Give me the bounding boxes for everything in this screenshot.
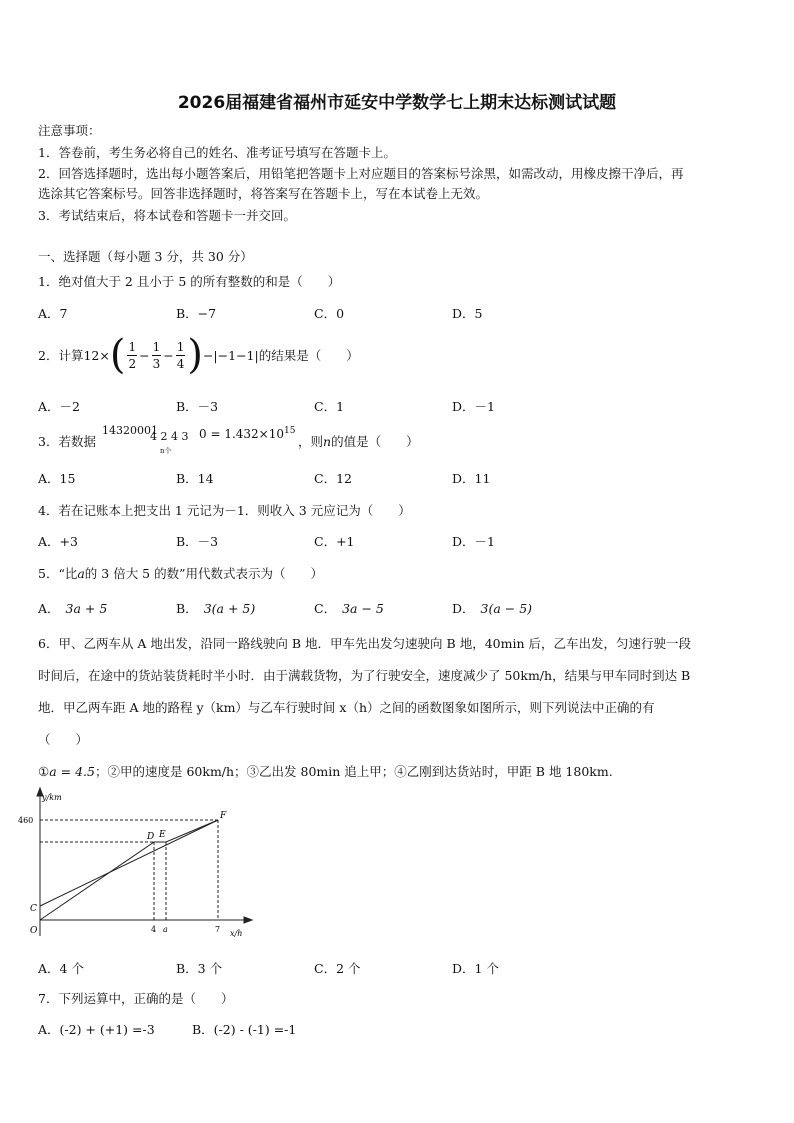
point-e: E (159, 830, 166, 840)
distance-time-graph (18, 786, 264, 946)
notice-heading: 注意事项： (38, 123, 101, 138)
q3-option-c: C．12 (314, 471, 352, 486)
question-7-stem: 7．下列运算中，正确的是（ ） (38, 991, 234, 1006)
q5-option-d: D． 3(a − 5) (452, 601, 533, 616)
q6-option-d: D．1 个 (452, 961, 499, 976)
x-axis-arrow (244, 917, 252, 923)
q3-prefix: 3．若数据 (38, 434, 96, 449)
q2-option-d: D．－1 (452, 399, 495, 414)
q2-fraction-3: $\frac{1}{4}$ (176, 339, 185, 371)
q3-n-label: n个 (160, 447, 172, 455)
q2-left-paren: ( (109, 332, 126, 378)
q6-line-1: 6．甲、乙两车从 A 地出发，沿同一路线驶向 B 地．甲车先出发匀速驶向 B 地，40min 后，乙车出发，匀速行驶一段 (38, 636, 691, 651)
q1-option-a: A．7 (38, 306, 68, 321)
q3-digits: 14320001 (102, 424, 158, 437)
q3-equals: $0 = 1.432\times 10^{15}$ (199, 426, 296, 441)
q6-statements: ①a = 4.5；②甲的速度是 60km/h；③乙出发 80min 追上甲；④乙刚到达货站时，甲距 B 地 180km. (38, 764, 613, 779)
x-axis-label: x/h (230, 929, 243, 938)
q5-option-b: B． 3(a + 5) (176, 601, 256, 616)
q7-option-a: A．(-2) + (+1) =-3 (38, 1022, 155, 1037)
q4-option-c: C．+1 (314, 534, 355, 549)
q3-suffix: ，则n的值是（ ） (298, 434, 419, 449)
x-tick-7: 7 (215, 925, 221, 934)
point-d: D (147, 832, 155, 842)
notice-item-3: 3．考试结束后，将本试卷和答题卡一并交回。 (38, 208, 296, 223)
q2-minus-1: − (139, 347, 150, 363)
q2-suffix: 的结果是（ ） (258, 348, 359, 363)
q4-option-d: D．－1 (452, 534, 495, 549)
q6-option-b: B．3 个 (176, 961, 223, 976)
section-heading: 一、选择题（每小题 3 分，共 30 分） (38, 249, 253, 264)
q2-prefix: 2．计算 (38, 348, 84, 363)
q6-line-3: 地．甲乙两车距 A 地的路程 y（km）与乙车行驶时间 x（h）之间的函数图象如图所示，则下列说法中正确的有 (38, 700, 655, 715)
q1-option-c: C．0 (314, 306, 345, 321)
q2-right-paren: ) (187, 332, 203, 378)
q2-option-a: A．－2 (38, 399, 80, 414)
q2-option-c: C．1 (314, 399, 345, 414)
q3-digits-under: 4 2 4 3 (150, 430, 189, 443)
q2-expr-tail: −|−1−1| (202, 347, 259, 363)
question-5-stem: 5．“比a的 3 倍大 5 的数”用代数式表示为（ ） (38, 566, 323, 581)
point-c: C (30, 904, 37, 914)
page-title: 2026届福建省福州市延安中学数学七上期末达标测试试题 (177, 93, 617, 113)
q3-option-d: D．11 (452, 471, 491, 486)
line-jia (40, 820, 218, 906)
q6-option-a: A．4 个 (38, 961, 84, 976)
q4-option-a: A．+3 (38, 534, 78, 549)
line-yi (40, 820, 218, 920)
point-o: O (30, 926, 38, 936)
question-1-stem: 1．绝对值大于 2 且小于 5 的所有整数的和是（ ） (38, 274, 341, 289)
q3-option-b: B．14 (176, 471, 214, 486)
point-f: F (220, 811, 227, 821)
notice-item-2: 2．回答选择题时，选出每小题答案后，用铅笔把答题卡上对应题目的答案标号涂黑，如需改动，用橡皮擦干净后，再 (38, 166, 684, 181)
q6-line-4: （ ） (38, 732, 89, 747)
q2-expr-lead: 12× (83, 347, 110, 363)
y-tick-460: 460 (18, 816, 34, 825)
q6-option-c: C．2 个 (314, 961, 361, 976)
y-axis-label: y/km (42, 793, 62, 802)
x-tick-a: a (163, 925, 168, 934)
q1-option-b: B．−7 (176, 306, 217, 321)
notice-item-1: 1．答卷前，考生务必将自己的姓名、准考证号填写在答题卡上。 (38, 145, 396, 160)
q2-minus-2: − (163, 347, 174, 363)
q1-option-d: D．5 (452, 306, 483, 321)
q3-option-a: A．15 (38, 471, 76, 486)
q6-line-2: 时间后，在途中的货站装货耗时半小时．由于满载货物，为了行驶安全，速度减少了 50km/h，结果与甲车同时到达 B (38, 668, 691, 683)
q2-fraction-1: $\frac{1}{2}$ (128, 339, 137, 371)
notice-item-2-cont: 选涂其它答案标号。回答非选择题时，将答案写在答题卡上，写在本试卷上无效。 (38, 186, 489, 201)
q5-option-c: C． 3a − 5 (314, 601, 384, 616)
question-4-stem: 4．若在记账本上把支出 1 元记为－1．则收入 3 元应记为（ ） (38, 503, 411, 518)
q2-fraction-2: $\frac{1}{3}$ (152, 339, 161, 371)
q4-option-b: B．－3 (176, 534, 219, 549)
question-2-stem (38, 334, 359, 376)
x-tick-4: 4 (151, 925, 157, 934)
q2-option-b: B．－3 (176, 399, 219, 414)
q7-option-b: B．(-2) - (-1) =-1 (192, 1022, 297, 1037)
q5-option-a: A． 3a + 5 (38, 601, 108, 616)
